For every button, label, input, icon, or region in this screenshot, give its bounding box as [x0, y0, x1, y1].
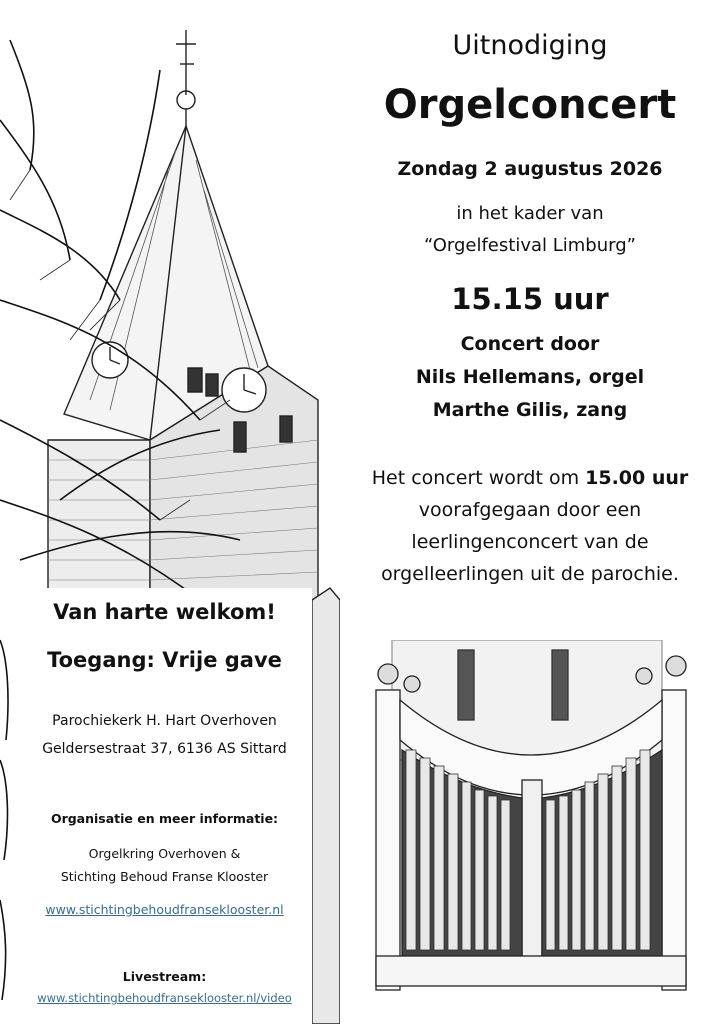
organisation-line1: Orgelkring Overhoven &	[88, 846, 241, 861]
website-link[interactable]: www.stichtingbehoudfranseklooster.nl	[45, 902, 284, 917]
festival-context-line1: in het kader van	[456, 203, 604, 224]
page-title: Orgelconcert	[383, 82, 677, 128]
concert-by-label: Concert door	[460, 333, 600, 355]
intro-bold-time: 15.00 uur	[585, 467, 689, 489]
venue-address: Geldersestraat 37, 6136 AS Sittard	[42, 741, 287, 757]
livestream-heading: Livestream:	[122, 969, 207, 984]
organisation-heading: Organisatie en meer informatie:	[50, 811, 279, 826]
event-date: Zondag 2 augustus 2026	[397, 158, 663, 180]
intro-text-2: voorafgegaan door een	[418, 499, 642, 521]
entrance-heading: Toegang: Vrije gave	[47, 648, 282, 672]
venue-name: Parochiekerk H. Hart Overhoven	[52, 713, 277, 729]
organisation-line2: Stichting Behoud Franse Klooster	[60, 869, 269, 884]
welcome-heading: Van harte welkom!	[53, 600, 276, 624]
intro-paragraph	[352, 462, 708, 590]
invitation-label: Uitnodiging	[452, 30, 608, 61]
intro-text-1: Het concert wordt om	[371, 467, 586, 489]
intro-text-4: orgelleerlingen uit de parochie.	[381, 563, 679, 585]
livestream-link[interactable]: www.stichtingbehoudfranseklooster.nl/video	[37, 991, 292, 1005]
event-time: 15.15 uur	[451, 282, 609, 316]
performer-vocals: Marthe Gilis, zang	[432, 399, 628, 421]
organ-illustration	[362, 640, 700, 1000]
festival-context-line2: “Orgelfestival Limburg”	[424, 235, 636, 256]
performer-organ: Nils Hellemans, orgel	[415, 366, 645, 388]
intro-text-3: leerlingenconcert van de	[411, 531, 649, 553]
